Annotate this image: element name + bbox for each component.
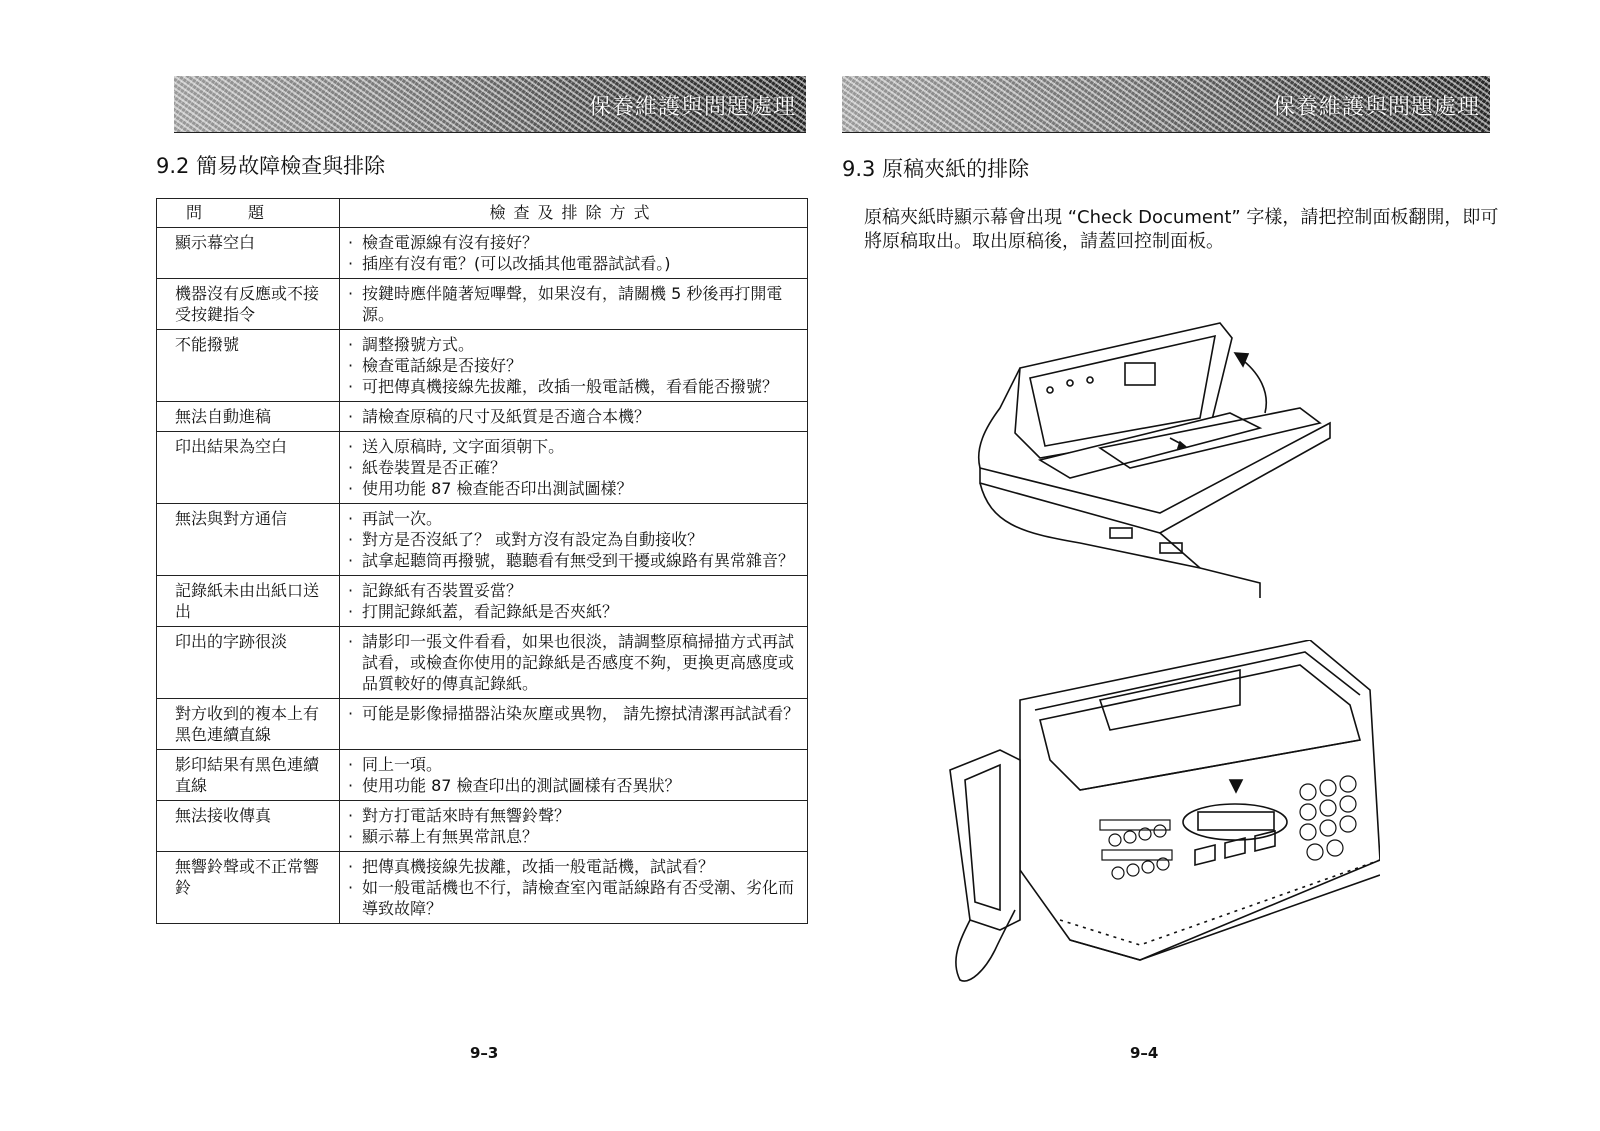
header-solution: 檢查及排除方式 [340, 199, 808, 228]
solution-cell [340, 330, 808, 402]
solution-cell [340, 852, 808, 924]
header-banner [174, 76, 806, 133]
solution-item: · 打開記錄紙蓋，看記錄紙是否夾紙？ [346, 601, 801, 622]
problem-cell: 無響鈴聲或不正常響鈴 [157, 852, 340, 924]
table-row [157, 279, 808, 330]
solution-item: · 對方打電話來時有無響鈴聲？ [346, 805, 801, 826]
solution-item: · 按鍵時應伴隨著短嗶聲，如果沒有，請關機 5 秒後再打開電源。 [346, 283, 801, 325]
solution-item: · 調整撥號方式。 [346, 334, 801, 355]
table-row [157, 801, 808, 852]
fax-machine-illustration [940, 640, 1380, 990]
table-row [157, 627, 808, 699]
solution-cell [340, 699, 808, 750]
solution-item: · 可能是影像掃描器沾染灰塵或異物， 請先擦拭清潔再試試看？ [346, 703, 801, 724]
problem-cell: 無法與對方通信 [157, 504, 340, 576]
solution-item: · 如一般電話機也不行，請檢查室內電話線路有否受潮、劣化而導致故障？ [346, 877, 801, 919]
solution-item: · 紙卷裝置是否正確？ [346, 457, 801, 478]
header-problem: 問題 [157, 199, 340, 228]
solution-item: · 檢查電源線有沒有接好？ [346, 232, 801, 253]
table-row [157, 699, 808, 750]
solution-item: · 再試一次。 [346, 508, 801, 529]
problem-cell: 機器沒有反應或不接受按鍵指令 [157, 279, 340, 330]
solution-item: · 送入原稿時, 文字面須朝下。 [346, 436, 801, 457]
header-banner [842, 76, 1490, 133]
solution-item: · 把傳真機接線先拔離，改插一般電話機，試試看？ [346, 856, 801, 877]
solution-item: · 對方是否沒紙了？ 或對方沒有設定為自動接收？ [346, 529, 801, 550]
problem-cell: 無法接收傳真 [157, 801, 340, 852]
solution-cell [340, 627, 808, 699]
solution-cell [340, 576, 808, 627]
problem-cell: 記錄紙未由出紙口送出 [157, 576, 340, 627]
fax-open-panel-illustration [960, 318, 1340, 608]
solution-cell [340, 750, 808, 801]
solution-item: · 顯示幕上有無異常訊息？ [346, 826, 801, 847]
solution-cell [340, 228, 808, 279]
solution-cell [340, 801, 808, 852]
solution-item: · 使用功能 87 檢查印出的測試圖樣有否異狀？ [346, 775, 801, 796]
table-body [157, 228, 808, 924]
solution-item: · 檢查電話線是否接好？ [346, 355, 801, 376]
solution-item: · 可把傳真機接線先拔離，改插一般電話機，看看能否撥號？ [346, 376, 801, 397]
table-row [157, 750, 808, 801]
section-title: 9.2 簡易故障檢查與排除 [156, 154, 386, 178]
table-row [157, 330, 808, 402]
solution-cell [340, 504, 808, 576]
solution-item: · 請影印一張文件看看，如果也很淡，請調整原稿掃描方式再試試看，或檢查你使用的記錄紙是否感度不夠，更換更高感度或品質較好的傳真記錄紙。 [346, 631, 801, 694]
solution-item: · 記錄紙有否裝置妥當？ [346, 580, 801, 601]
problem-cell: 無法自動進稿 [157, 402, 340, 432]
page-number: 9–3 [470, 1044, 499, 1062]
solution-cell [340, 432, 808, 504]
problem-cell: 顯示幕空白 [157, 228, 340, 279]
table-row [157, 228, 808, 279]
solution-item: · 同上一項。 [346, 754, 801, 775]
problem-cell: 印出的字跡很淡 [157, 627, 340, 699]
table-row [157, 852, 808, 924]
header-banner-text: 保養維護與問題處理 [1272, 95, 1480, 120]
solution-item: · 插座有沒有電？(可以改插其他電器試試看。) [346, 253, 801, 274]
problem-cell: 對方收到的複本上有黑色連續直線 [157, 699, 340, 750]
section-title: 9.3 原稿夾紙的排除 [842, 157, 1030, 181]
solution-item: · 使用功能 87 檢查能否印出測試圖樣？ [346, 478, 801, 499]
body-paragraph: 原稿夾紙時顯示幕會出現 “Check Document” 字樣，請把控制面板翻開，即可將原稿取出。取出原稿後，請蓋回控制面板。 [864, 207, 1499, 252]
table-header-row [157, 199, 808, 228]
solution-cell [340, 402, 808, 432]
header-banner-text: 保養維護與問題處理 [588, 95, 796, 120]
problem-cell: 不能撥號 [157, 330, 340, 402]
solution-cell [340, 279, 808, 330]
table-row [157, 432, 808, 504]
right-page [800, 0, 1600, 1131]
table-row [157, 576, 808, 627]
solution-item: · 請檢查原稿的尺寸及紙質是否適合本機？ [346, 406, 801, 427]
troubleshooting-table [156, 198, 808, 924]
problem-cell: 印出結果為空白 [157, 432, 340, 504]
solution-item: · 試拿起聽筒再撥號，聽聽看有無受到干擾或線路有異常雜音？ [346, 550, 801, 571]
table-row [157, 504, 808, 576]
page-number: 9–4 [1130, 1044, 1159, 1062]
table-row [157, 402, 808, 432]
problem-cell: 影印結果有黑色連續直線 [157, 750, 340, 801]
